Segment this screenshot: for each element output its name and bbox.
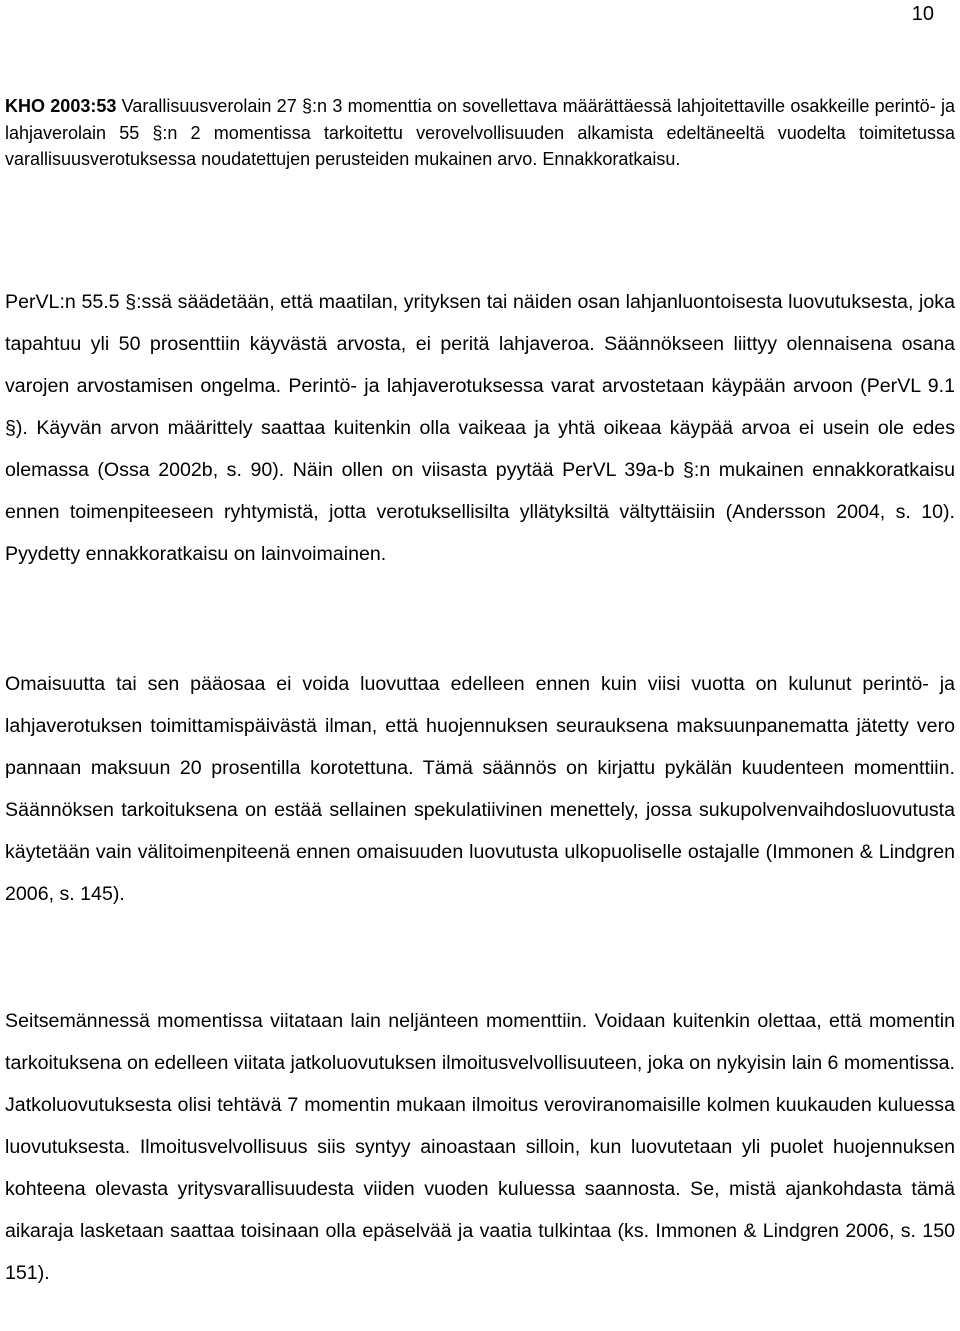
paragraph-1: PerVL:n 55.5 §:ssä säädetään, että maatilan, yrityksen tai näiden osan lahjanluontoisesta luovutuksesta, joka tapahtuu yli 50 prosenttiin käyvästä arvosta, ei peritä lahjaveroa. Säännökseen liittyy olennaisena osana varojen arvostamisen ongelma. Perintö- ja lahjaverotuksessa varat arvostetaan käypään arvoon (PerVL 9.1 §). Käyvän arvon määrittely saattaa kuitenkin olla vaikeaa ja yhtä oikeaa käypää arvoa ei usein ole edes olemassa (Ossa 2002b, s. 90). Näin ollen on viisasta pyytää PerVL 39a-b §:n mukainen ennakkoratkaisu ennen toimenpiteeseen ryhtymistä, jotta verotuksellisilta yllätyksiltä vältyttäisiin (Andersson 2004, s. 10). Pyydetty ennakkoratkaisu on lainvoimainen. xyxy=(5,291,955,565)
case-id: KHO 2003:53 xyxy=(5,96,117,116)
case-summary xyxy=(5,93,955,173)
case-summary-text: Varallisuusverolain 27 §:n 3 momenttia on sovellettava määrättäessä lahjoitettaville osakkeille perintö- ja lahjaverolain 55 §:n 2 momentissa tarkoitettu verovelvollisuuden alkamista edeltäneeltä vuodelta toimitetussa varallisuusverotuksessa noudatettujen perusteiden mukainen arvo. Ennakkoratkaisu. xyxy=(5,96,955,169)
page-number: 10 xyxy=(911,3,934,25)
paragraph-3: Seitsemännessä momentissa viitataan lain neljänteen momenttiin. Voidaan kuitenkin olettaa, että momentin tarkoituksena on edelleen viitata jatkoluovutuksen ilmoitusvelvollisuuteen, joka on nykyisin lain 6 momentissa. Jatkoluovutuksesta olisi tehtävä 7 momentin mukaan ilmoitus veroviranomaisille kolmen kuukauden kuluessa luovutuksesta. Ilmoitusvelvollisuus siis syntyy ainoastaan silloin, kun luovutetaan yli puolet huojennuksen kohteena olevasta yritysvarallisuudesta viiden vuoden kuluessa saannosta. Se, mistä ajankohdasta tämä aikaraja lasketaan saattaa toisinaan olla epäselvää ja vaatia tulkintaa (ks. Immonen & Lindgren 2006, s. 150 151). xyxy=(5,1010,955,1284)
paragraph-2: Omaisuutta tai sen pääosaa ei voida luovuttaa edelleen ennen kuin viisi vuotta on kulunut perintö- ja lahjaverotuksen toimittamispäivästä ilman, että huojennuksen seurauksena maksuunpanematta jätetty vero pannaan maksuun 20 prosentilla korotettuna. Tämä säännös on kirjattu pykälän kuudenteen momenttiin. Säännöksen tarkoituksena on estää sellainen spekulatiivinen menettely, jossa sukupolvenvaihdosluovutusta käytetään vain välitoimenpiteenä ennen omaisuuden luovutusta ulkopuoliselle ostajalle (Immonen & Lindgren 2006, s. 145). xyxy=(5,673,955,905)
